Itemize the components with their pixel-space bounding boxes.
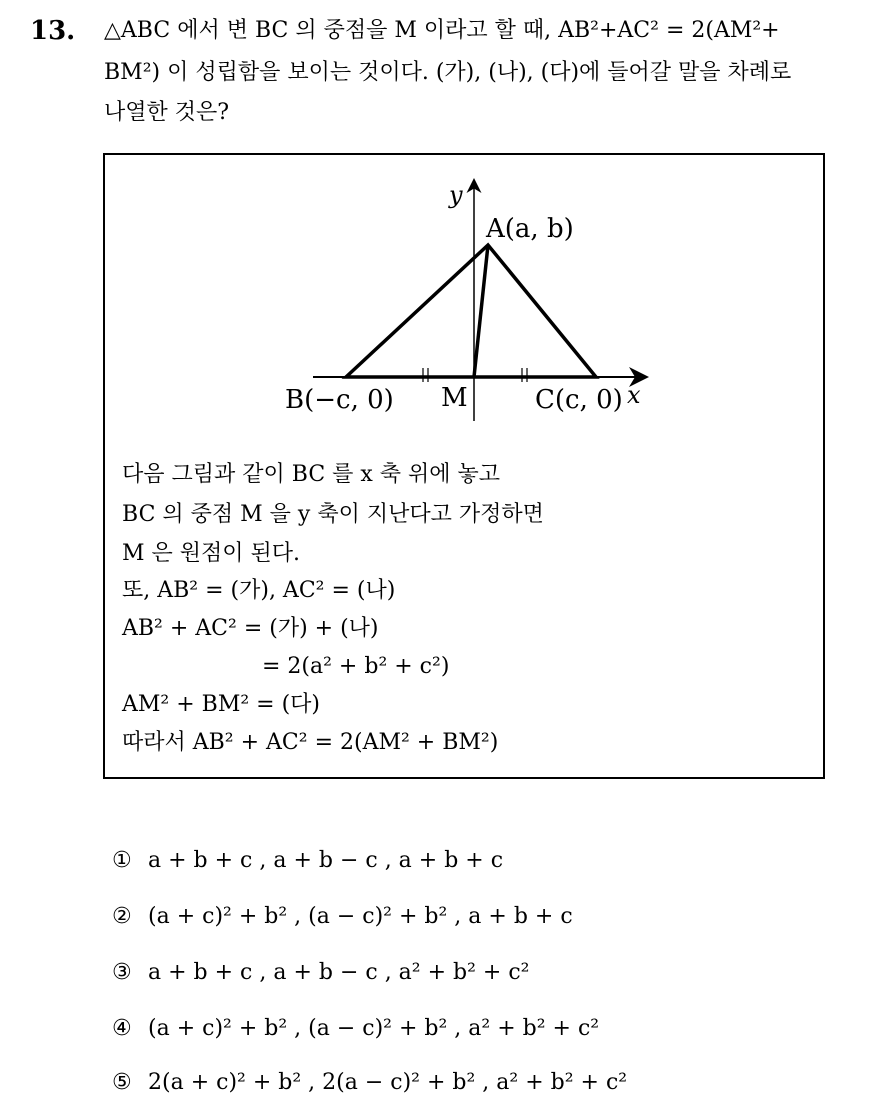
proof-line-3: M 은 원점이 된다.	[122, 541, 301, 566]
point-a-label: A(a, b)	[486, 214, 574, 244]
choice-5-text: 2(a + c)² + b² , 2(a − c)² + b² , a² + b² + c²	[148, 1070, 628, 1095]
proof-line-5: AB² + AC² = (가) + (나)	[122, 616, 379, 641]
choice-3[interactable]	[112, 958, 530, 988]
question-line-3: 나열한 것은?	[104, 100, 230, 125]
choice-2-text: (a + c)² + b² , (a − c)² + b² , a + b + c	[148, 904, 573, 929]
proof-line-7: AM² + BM² = (다)	[122, 692, 321, 717]
coordinate-figure	[103, 153, 825, 443]
choice-1-mark: ①	[112, 848, 132, 873]
x-axis-label: x	[627, 381, 641, 409]
choice-3-mark: ③	[112, 960, 132, 985]
choice-4-mark: ④	[112, 1016, 132, 1041]
proof-line-1: 다음 그림과 같이 BC 를 x 축 위에 놓고	[122, 462, 501, 487]
triangle-abc	[346, 245, 596, 377]
proof-line-8: 따라서 AB² + AC² = 2(AM² + BM²)	[122, 730, 499, 755]
proof-line-6: = 2(a² + b² + c²)	[262, 654, 450, 679]
choice-5-mark: ⑤	[112, 1070, 132, 1095]
question-line-1: △ABC 에서 변 BC 의 중점을 M 이라고 할 때, AB²+AC² = 2(AM²+	[104, 18, 780, 43]
y-axis-label: y	[449, 181, 463, 209]
choice-1[interactable]	[112, 846, 503, 876]
choice-1-text: a + b + c , a + b − c , a + b + c	[148, 848, 504, 873]
point-b-label: B(−c, 0)	[285, 385, 394, 415]
choice-2[interactable]	[112, 902, 573, 932]
proof-line-2: BC 의 중점 M 을 y 축이 지난다고 가정하면	[122, 502, 544, 527]
choice-4-text: (a + c)² + b² , (a − c)² + b² , a² + b² + c²	[148, 1016, 600, 1041]
point-c-label: C(c, 0)	[535, 385, 623, 415]
question-number: 13.	[30, 16, 76, 46]
median-am	[474, 245, 488, 377]
choice-3-text: a + b + c , a + b − c , a² + b² + c²	[148, 960, 530, 985]
point-m-label: M	[441, 383, 468, 413]
question-line-2: BM²) 이 성립함을 보이는 것이다. (가), (나), (다)에 들어갈 말을 차례로	[104, 60, 792, 85]
choice-5[interactable]	[112, 1068, 627, 1098]
choice-4[interactable]	[112, 1014, 599, 1044]
choice-2-mark: ②	[112, 904, 132, 929]
proof-line-4: 또, AB² = (가), AC² = (나)	[122, 578, 396, 603]
